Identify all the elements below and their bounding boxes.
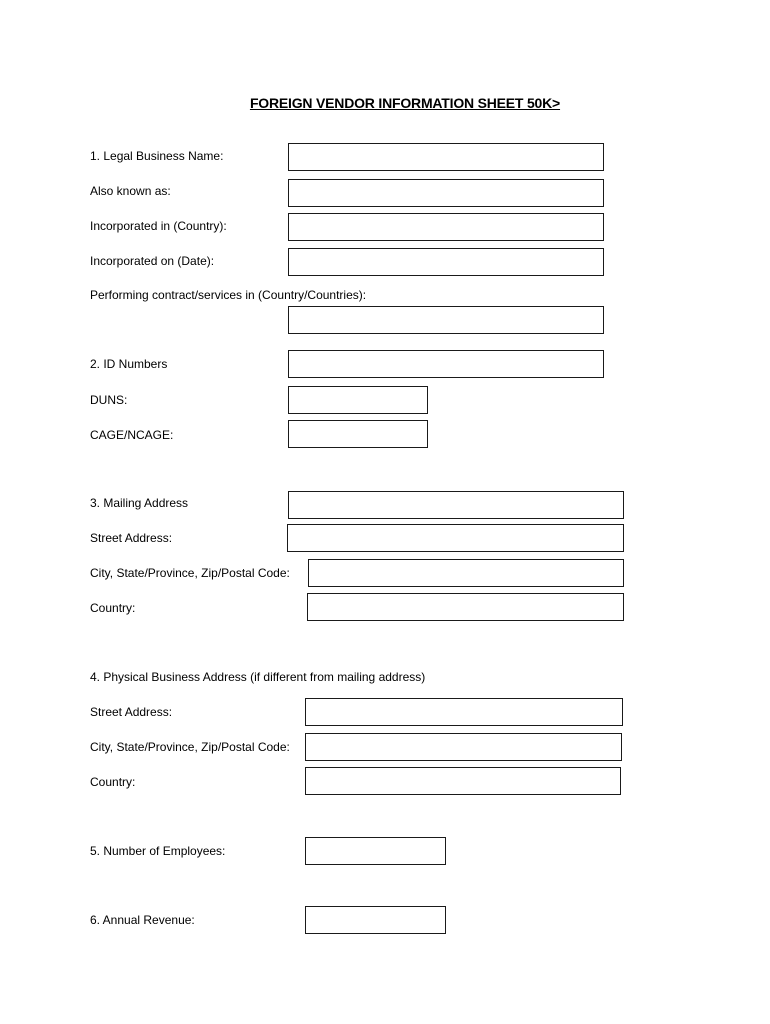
mailing-city-state-zip-label: City, State/Province, Zip/Postal Code: (90, 566, 290, 580)
mailing-address-label: 3. Mailing Address (90, 496, 189, 510)
mailing-street-address-label: Street Address: (90, 531, 173, 545)
duns-label: DUNS: (90, 393, 128, 407)
id-numbers-label: 2. ID Numbers (90, 357, 168, 371)
performing-services-label: Performing contract/services in (Country/Countries): (90, 288, 367, 302)
also-known-as-label: Also known as: (90, 184, 171, 198)
cage-ncage-label: CAGE/NCAGE: (90, 428, 174, 442)
mailing-country-label: Country: (90, 601, 136, 615)
legal-business-name-label: 1. Legal Business Name: (90, 149, 224, 163)
annual-revenue-label: 6. Annual Revenue: (90, 913, 195, 927)
duns-input[interactable] (288, 386, 428, 414)
incorporated-country-input[interactable] (288, 213, 604, 241)
mailing-country-input[interactable] (307, 593, 624, 621)
physical-street-address-input[interactable] (305, 698, 623, 726)
physical-street-address-label: Street Address: (90, 705, 173, 719)
physical-address-label: 4. Physical Business Address (if different from mailing address) (90, 670, 426, 684)
mailing-street-address-input[interactable] (287, 524, 624, 552)
mailing-city-state-zip-input[interactable] (308, 559, 624, 587)
also-known-as-input[interactable] (288, 179, 604, 207)
annual-revenue-input[interactable] (305, 906, 446, 934)
physical-country-input[interactable] (305, 767, 621, 795)
incorporated-date-input[interactable] (288, 248, 604, 276)
cage-ncage-input[interactable] (288, 420, 428, 448)
physical-country-label: Country: (90, 775, 136, 789)
mailing-address-input[interactable] (288, 491, 624, 519)
employees-label: 5. Number of Employees: (90, 844, 226, 858)
incorporated-date-label: Incorporated on (Date): (90, 254, 215, 268)
legal-business-name-input[interactable] (288, 143, 604, 171)
id-numbers-input[interactable] (288, 350, 604, 378)
employees-input[interactable] (305, 837, 446, 865)
physical-city-state-zip-label: City, State/Province, Zip/Postal Code: (90, 740, 290, 754)
page-title: FOREIGN VENDOR INFORMATION SHEET 50K> (249, 95, 561, 111)
physical-city-state-zip-input[interactable] (305, 733, 622, 761)
performing-services-input[interactable] (288, 306, 604, 334)
incorporated-country-label: Incorporated in (Country): (90, 219, 227, 233)
